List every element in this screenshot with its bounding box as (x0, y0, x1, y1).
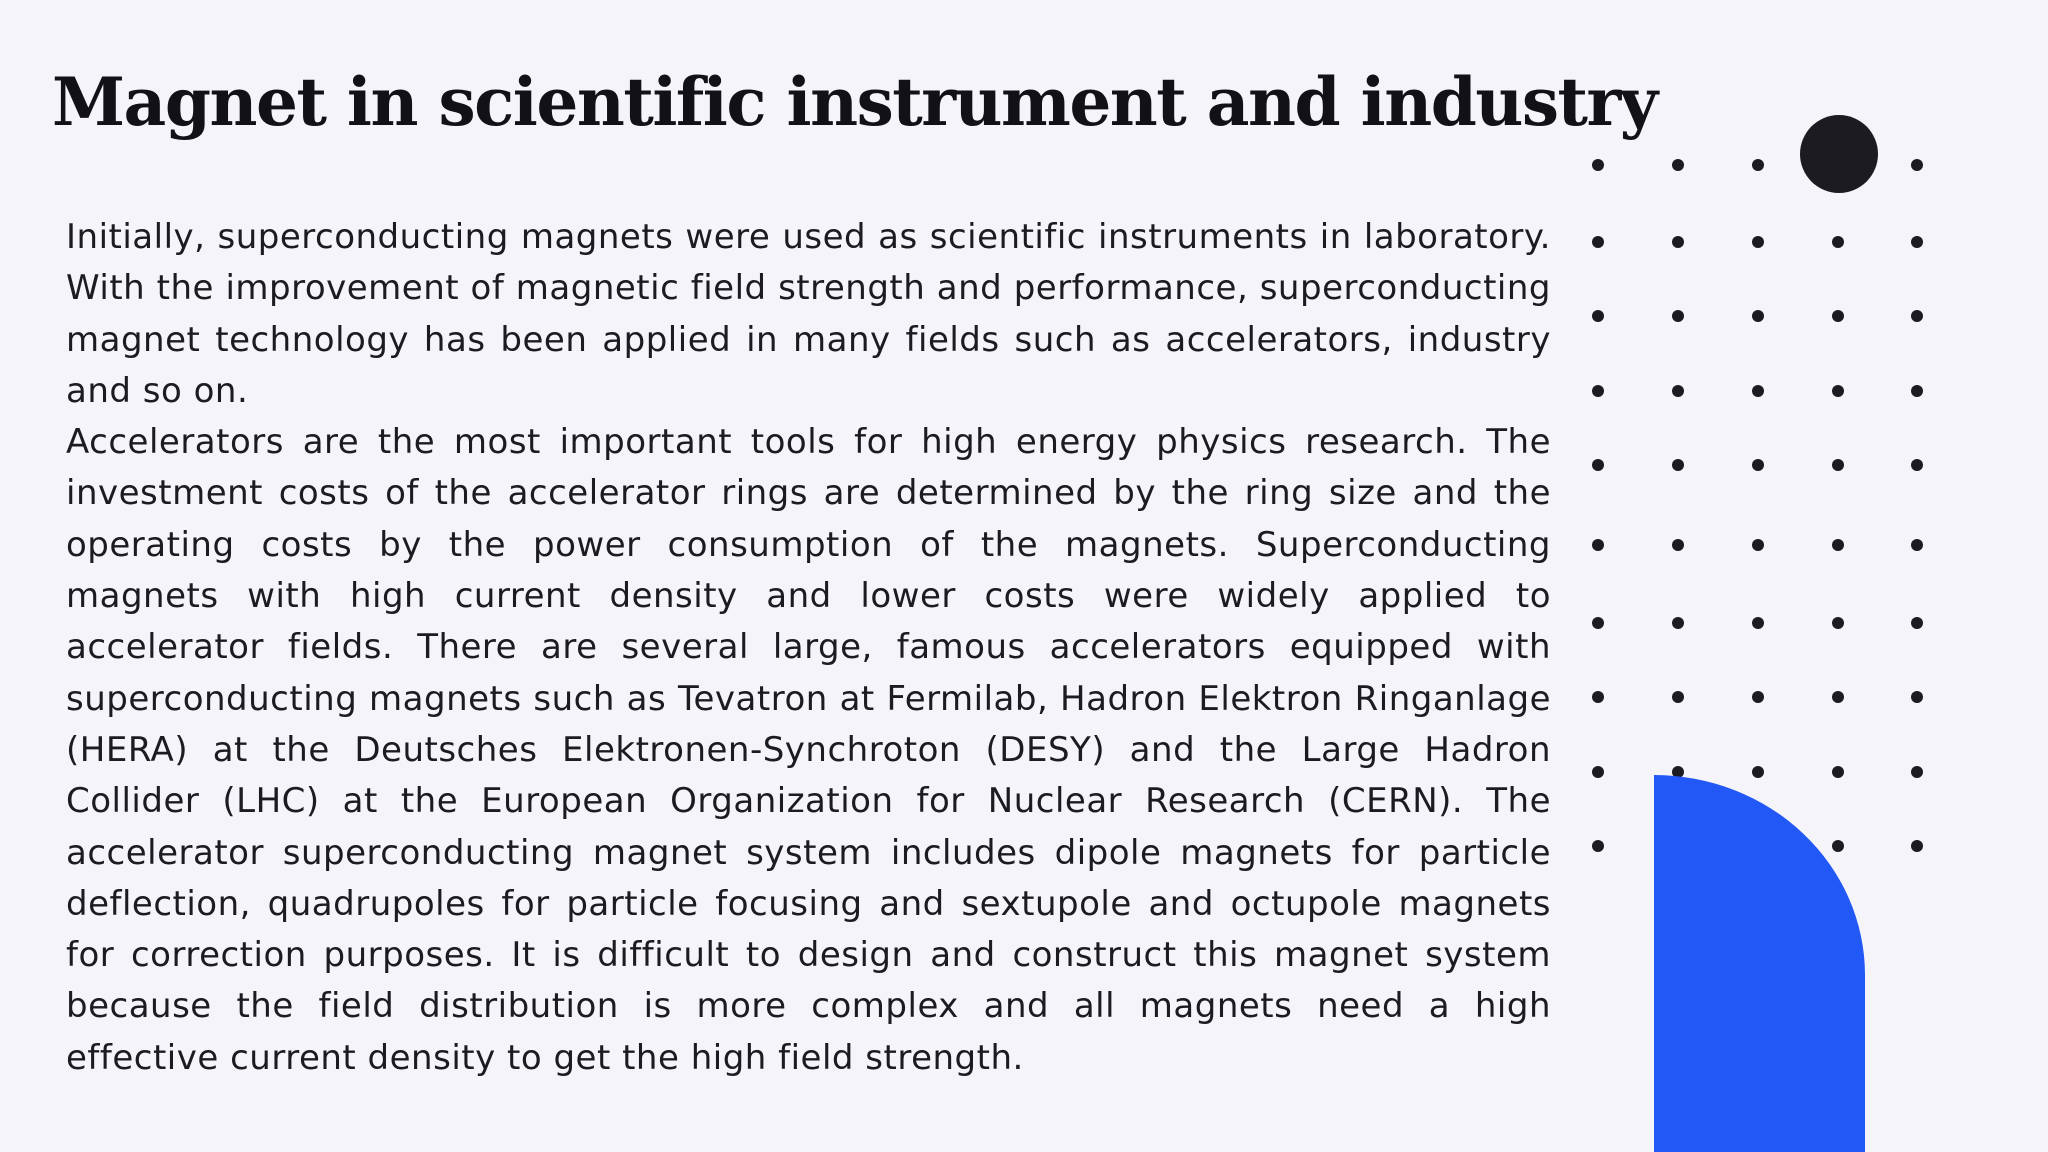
grid-dot-icon (1832, 539, 1844, 551)
grid-dot-icon (1832, 236, 1844, 248)
grid-dot-icon (1592, 766, 1604, 778)
grid-dot-icon (1911, 459, 1923, 471)
grid-dot-icon (1752, 539, 1764, 551)
grid-dot-icon (1911, 539, 1923, 551)
grid-dot-icon (1752, 691, 1764, 703)
grid-dot-icon (1592, 385, 1604, 397)
grid-dot-icon (1592, 539, 1604, 551)
grid-dot-icon (1672, 459, 1684, 471)
grid-dot-icon (1592, 310, 1604, 322)
grid-dot-icon (1752, 236, 1764, 248)
grid-dot-icon (1911, 236, 1923, 248)
grid-dot-icon (1832, 617, 1844, 629)
grid-dot-icon (1911, 691, 1923, 703)
paragraph-intro: Initially, superconducting magnets were used as scientific instruments in laboratory. With the improvement of magnetic field strength and performance, superconducting magnet technology has been applied in many fields such as accelerators, industry and so on. (66, 217, 1551, 411)
grid-dot-icon (1911, 310, 1923, 322)
grid-dot-icon (1592, 617, 1604, 629)
grid-dot-icon (1672, 539, 1684, 551)
grid-dot-icon (1911, 159, 1923, 171)
grid-dot-icon (1911, 617, 1923, 629)
grid-dot-icon (1672, 617, 1684, 629)
grid-dot-icon (1752, 766, 1764, 778)
grid-dot-icon (1832, 310, 1844, 322)
grid-dot-icon (1752, 310, 1764, 322)
grid-dot-icon (1911, 766, 1923, 778)
grid-dot-icon (1752, 617, 1764, 629)
paragraph-accelerators: Accelerators are the most important tools for high energy physics research. The investment costs of the accelerator rings are determined by the ring size and the operating costs by the power consumption of the magnets. Superconducting magnets with high current density and lower costs were widely applied to accelerator fields. There are several large, famous accelerators equipped with superconducting magnets such as Tevatron at Fermilab, Hadron Elektron Ringanlage (HERA) at the Deutsches Elektronen-Synchroton (DESY) and the Large Hadron Collider (LHC) at the European Organization for Nuclear Research (CERN). The accelerator superconducting magnet system includes dipole magnets for particle deflection, quadrupoles for particle focusing and sextupole and octupole magnets for correction purposes. It is difficult to design and construct this magnet system because the field distribution is more complex and all magnets need a high effective current density to get the high field strength. (66, 422, 1551, 1078)
slide-title: Magnet in scientific instrument and industry (52, 63, 1657, 141)
grid-dot-icon (1672, 310, 1684, 322)
grid-dot-icon (1672, 691, 1684, 703)
large-dot-icon (1800, 115, 1878, 193)
grid-dot-icon (1911, 385, 1923, 397)
grid-dot-icon (1592, 236, 1604, 248)
grid-dot-icon (1592, 159, 1604, 171)
grid-dot-icon (1832, 766, 1844, 778)
grid-dot-icon (1832, 459, 1844, 471)
grid-dot-icon (1672, 385, 1684, 397)
grid-dot-icon (1672, 159, 1684, 171)
blue-quarter-shape (1654, 775, 1865, 1152)
grid-dot-icon (1592, 840, 1604, 852)
grid-dot-icon (1832, 385, 1844, 397)
grid-dot-icon (1752, 159, 1764, 171)
grid-dot-icon (1592, 691, 1604, 703)
grid-dot-icon (1832, 691, 1844, 703)
grid-dot-icon (1832, 840, 1844, 852)
grid-dot-icon (1911, 840, 1923, 852)
grid-dot-icon (1592, 459, 1604, 471)
grid-dot-icon (1752, 385, 1764, 397)
dot-grid (1592, 159, 1923, 852)
grid-dot-icon (1752, 459, 1764, 471)
grid-dot-icon (1672, 236, 1684, 248)
